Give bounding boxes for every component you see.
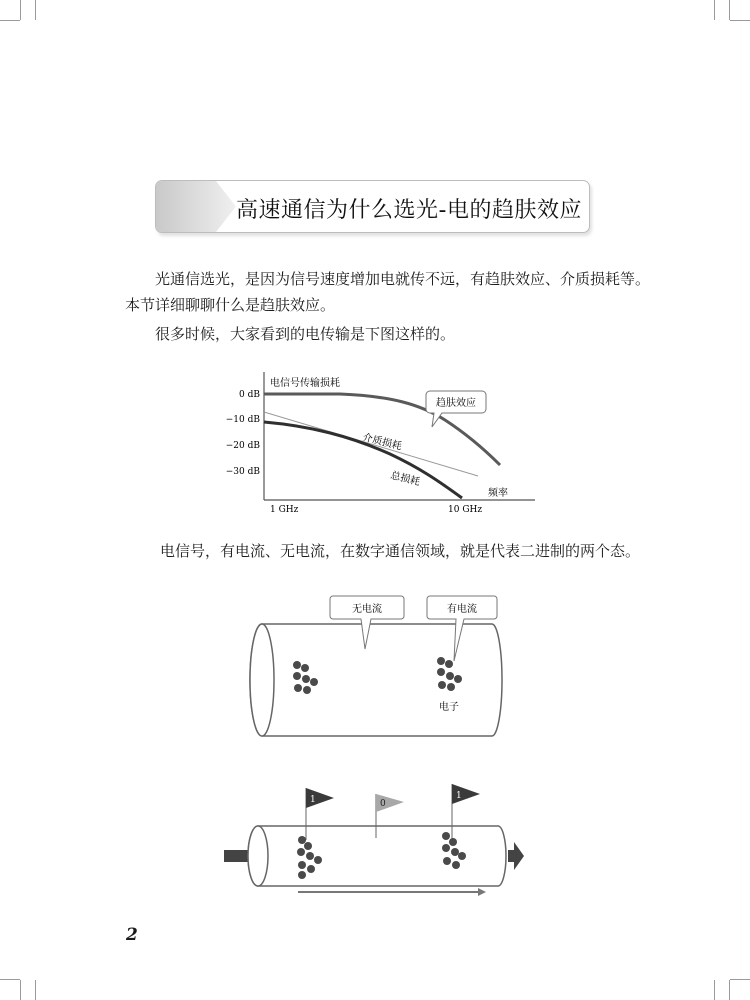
x-axis-title: 频率 — [488, 488, 508, 499]
crop-mark — [729, 980, 730, 1000]
electron — [445, 660, 453, 668]
electron — [438, 681, 446, 689]
x-tick-label: 10 GHz — [448, 505, 483, 515]
crop-mark — [714, 980, 715, 1000]
x-tick-label: 1 GHz — [270, 505, 299, 515]
electron — [451, 848, 459, 856]
electron — [437, 668, 445, 676]
electron — [310, 678, 318, 686]
propagation-arrow — [298, 888, 486, 896]
wire-cylinder — [250, 624, 502, 736]
electron — [302, 675, 310, 683]
crop-mark — [729, 0, 730, 20]
current-diagram — [240, 592, 510, 747]
y-tick-label: 0 dB — [239, 390, 260, 400]
chevron-decoration — [156, 181, 236, 232]
electron — [307, 865, 315, 873]
wire-end-cap — [248, 826, 268, 886]
total-loss-label: 总损耗 — [389, 470, 422, 489]
crop-mark — [35, 0, 36, 20]
electron — [301, 664, 309, 672]
crop-mark — [20, 980, 21, 1000]
y-axis-title: 电信号传输损耗 — [270, 378, 340, 389]
electron — [452, 861, 460, 869]
electron — [458, 852, 466, 860]
crop-mark — [730, 20, 750, 21]
electron — [306, 852, 314, 860]
paragraph-3: 电信号，有电流、无电流，在数字通信领域，就是代表二进制的两个态。 — [160, 542, 641, 560]
skin-effect-callout — [426, 391, 486, 427]
electron — [298, 836, 306, 844]
no-current-label: 无电流 — [352, 604, 382, 615]
electron — [446, 672, 454, 680]
y-tick-label: −20 dB — [225, 441, 260, 451]
electron — [293, 661, 301, 669]
crop-mark — [20, 0, 21, 20]
loss-chart — [220, 370, 540, 520]
flag-label: 0 — [380, 799, 386, 809]
electron — [443, 857, 451, 865]
electron — [293, 672, 301, 680]
electron — [294, 684, 302, 692]
electron — [303, 686, 311, 694]
wire-cylinder — [248, 826, 506, 886]
electron — [298, 861, 306, 869]
current-label: 有电流 — [447, 604, 477, 615]
crop-mark — [714, 0, 715, 20]
crop-mark — [35, 980, 36, 1000]
electron — [449, 838, 457, 846]
electron — [437, 657, 445, 665]
flag-label: 1 — [310, 795, 316, 805]
flag-diagram — [222, 780, 528, 900]
electron — [442, 832, 450, 840]
paragraph-1-line-1: 光通信选光，是因为信号速度增加电就传不远，有趋肤效应、介质损耗等。 — [155, 270, 651, 288]
crop-mark — [730, 979, 750, 980]
dielectric-loss-label: 介质损耗 — [361, 432, 403, 453]
electron — [304, 842, 312, 850]
crop-mark — [0, 20, 20, 21]
electron — [298, 871, 306, 879]
crop-mark — [0, 979, 20, 980]
electron — [447, 683, 455, 691]
electron-label: 电子 — [439, 702, 459, 713]
electron — [314, 856, 322, 864]
skin-effect-label: 趋肤效应 — [436, 398, 476, 409]
page-number: 2 — [126, 925, 138, 945]
electron — [454, 675, 462, 683]
electron — [442, 844, 450, 852]
paragraph-2: 很多时候，大家看到的电传输是下图这样的。 — [155, 325, 456, 343]
y-tick-label: −10 dB — [225, 415, 260, 425]
electron — [297, 848, 305, 856]
flag-label: 1 — [456, 791, 462, 801]
paragraph-1-line-2: 本节详细聊聊什么是趋肤效应。 — [125, 296, 336, 314]
section-title: 高速通信为什么选光-电的趋肤效应 — [236, 198, 582, 223]
wire-end-cap — [250, 624, 274, 736]
output-arrow — [508, 842, 524, 870]
y-tick-label: −30 dB — [225, 467, 260, 477]
section-title-banner — [155, 180, 590, 233]
